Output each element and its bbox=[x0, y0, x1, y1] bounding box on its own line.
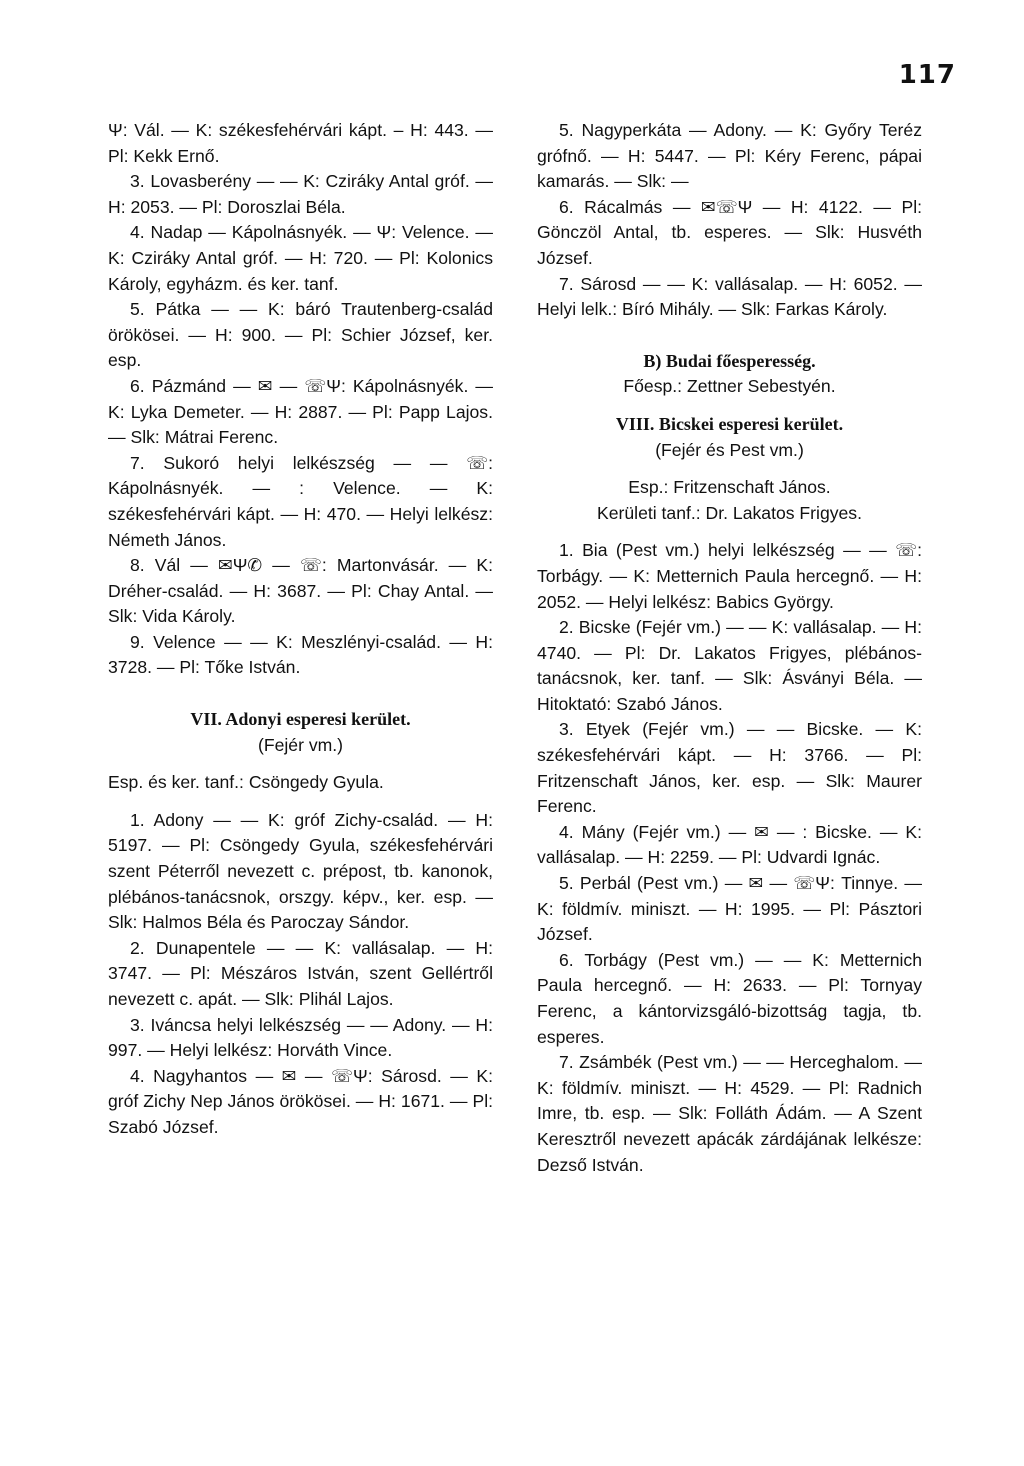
entry-racalmas: 6. Rácalmás — ✉☏Ψ — H: 4122. — Pl: Gönczöl Antal, tb. esperes. — Slk: Husvéth József. bbox=[537, 196, 922, 268]
section-heading-b bbox=[537, 349, 922, 375]
entry-pazmand: 6. Pázmánd — ✉ — ☏Ψ: Kápolnásnyék. — K: Lyka Demeter. — H: 2887. — Pl: Papp Lajos. — Slk: Mátrai Ferenc. bbox=[108, 375, 493, 448]
entry-etyek: 3. Etyek (Fejér vm.) — — Bicske. — K: székesfehérvári kápt. — H: 3766. — Pl: Fritzenschaft János, ker. esp. — Slk: Maurer Ferenc. bbox=[537, 719, 922, 817]
foesp-line: Főesp.: Zettner Sebestyén. bbox=[623, 376, 836, 397]
right-column bbox=[537, 118, 922, 1178]
entry-perbal: 5. Perbál (Pest vm.) — ✉ — ☏Ψ: Tinnye. — K: földmív. miniszt. — H: 1995. — Pl: Pásztori József. bbox=[537, 873, 922, 945]
left-column bbox=[108, 118, 493, 1141]
tanf-viii: Kerületi tanf.: Dr. Lakatos Frigyes. bbox=[597, 502, 862, 523]
section-heading-b-text: B) Budai főesperesség. bbox=[643, 350, 816, 371]
section-heading-viii-text: VIII. Bicskei esperesi kerület. bbox=[615, 413, 844, 434]
esp-viii: Esp.: Fritzenschaft János. bbox=[628, 477, 831, 498]
section-heading-vii bbox=[108, 707, 493, 733]
entry-dunapentele: 2. Dunapentele — — K: vallásalap. — H: 3747. — Pl: Mészáros István, szent Gellértről nevezett c. apát. — Slk: Plihál Lajos. bbox=[108, 937, 493, 1009]
section-subheading-viii: (Fejér és Pest vm.) bbox=[655, 439, 804, 460]
entry-bicske: 2. Bicske (Fejér vm.) — — K: vallásalap. — H: 4740. — Pl: Dr. Lakatos Frigyes, plébános-tanácsnok, ker. tanf. — Slk: Ásványi Béla. — Hitoktató: Szabó János. bbox=[537, 617, 922, 714]
entry-many: 4. Mány (Fejér vm.) — ✉ — : Bicske. — K: vallásalap. — H: 2259. — Pl: Udvardi Ignác. bbox=[537, 821, 922, 868]
section-heading-vii-text: VII. Adonyi esperesi kerület. bbox=[190, 709, 411, 730]
page-number: 117 bbox=[898, 60, 956, 90]
section-subheading-vii: (Fejér vm.) bbox=[257, 734, 344, 755]
entry-nagyperkata: 5. Nagyperkáta — Adony. — K: Győry Teréz grófnő. — H: 5447. — Pl: Kéry Ferenc, pápai kamarás. — Slk: — bbox=[537, 120, 922, 192]
esp-vii: Esp. és ker. tanf.: Csöngedy Gyula. bbox=[108, 772, 384, 793]
entry-nagyhantos: 4. Nagyhantos — ✉ — ☏Ψ: Sárosd. — K: gróf Zichy Nep János örökösei. — H: 1671. — Pl: Szabó József. bbox=[108, 1065, 493, 1137]
entry-sarosd: 7. Sárosd — — K: vallásalap. — H: 6052. — Helyi lelk.: Bíró Mihály. — Slk: Farkas Károly. bbox=[537, 273, 922, 320]
entry-val-continued: Ψ: Vál. — K: székesfehérvári kápt. – H: 443. — Pl: Kekk Ernő. bbox=[108, 120, 493, 166]
entry-zsambek: 7. Zsámbék (Pest vm.) — — Herceghalom. — K: földmív. miniszt. — H: 4529. — Pl: Radnich Imre, tb. esp. — Slk: Folláth Ádám. — A Szent Keresztről nevezett apácák zárdájának lelkésze: Dezső István. bbox=[537, 1052, 922, 1175]
entry-nadap: 4. Nadap — Kápolnásnyék. — Ψ: Velence. — K: Cziráky Antal gróf. — H: 720. — Pl: Kolonics Károly, egyházm. és ker. tanf. bbox=[108, 222, 493, 294]
section-heading-viii bbox=[537, 412, 922, 438]
entry-val: 8. Vál — ✉Ψ✆ — ☏: Martonvásár. — K: Dréher-család. — H: 3687. — Pl: Chay Antal. — Slk: Vida Károly. bbox=[108, 555, 493, 627]
entry-ivancsa: 3. Iváncsa helyi lelkészség — — Adony. — H: 997. — Helyi lelkész: Horváth Vince. bbox=[108, 1014, 493, 1061]
entry-patka: 5. Pátka — — K: báró Trautenberg-család örökösei. — H: 900. — Pl: Schier József, ker. esp. bbox=[108, 299, 493, 371]
entry-velence: 9. Velence — — K: Meszlényi-család. — H: 3728. — Pl: Tőke István. bbox=[108, 631, 493, 678]
entry-adony: 1. Adony — — K: gróf Zichy-család. — H: 5197. — Pl: Csöngedy Gyula, székesfehérvári szent Péterről nevezett c. prépost, tb. kanonok, plébános-tanácsnok, orszgy. képv., ker. esp. — Slk: Halmos Béla és Paroczay Sándor. bbox=[108, 809, 493, 933]
entry-sukoro: 7. Sukoró helyi lelkészség — — ☏: Kápolnásnyék. — : Velence. — K: székesfehérvári kápt. — H: 470. — Helyi lelkész: Németh János. bbox=[108, 452, 493, 550]
entry-torbagy: 6. Torbágy (Pest vm.) — — K: Metternich Paula hercegnő. — H: 2633. — Pl: Tornyay Ferenc, a kántorvizsgáló-bizottság tagja, tb. esperes. bbox=[537, 949, 922, 1047]
entry-bia: 1. Bia (Pest vm.) helyi lelkészség — — ☏: Torbágy. — K: Metternich Paula hercegnő. — H: 2052. — Helyi lelkész: Babics György. bbox=[537, 540, 922, 612]
entry-lovasbereny: 3. Lovasberény — — K: Cziráky Antal gróf. — H: 2053. — Pl: Doroszlai Béla. bbox=[108, 171, 493, 217]
